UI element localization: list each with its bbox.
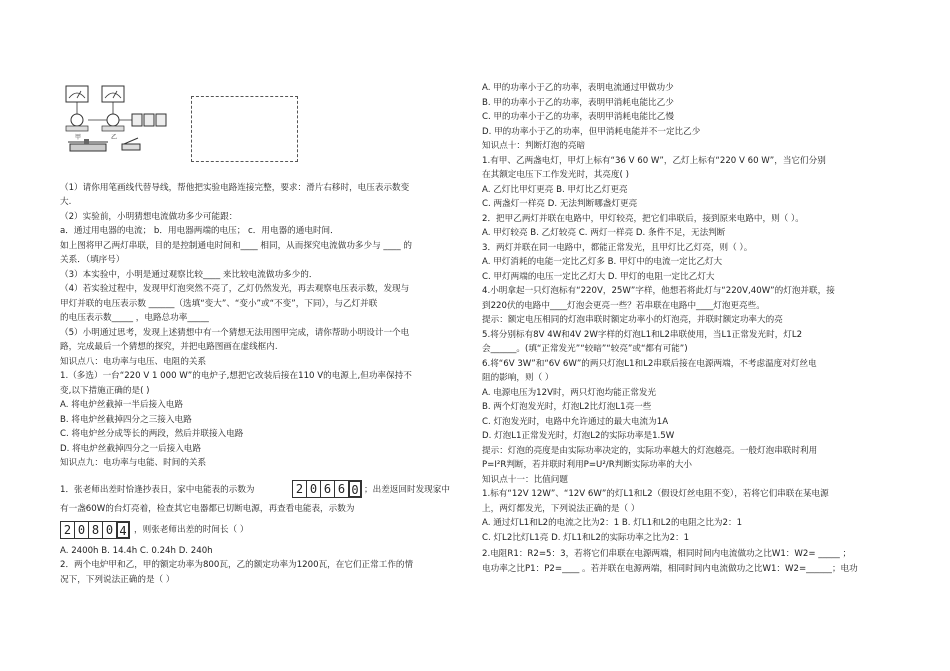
meter2-digit: 2 xyxy=(61,522,75,538)
s10-q3-ab: A. 甲灯消耗的电能一定比乙灯多 B. 甲灯中的电流一定比乙灯大 xyxy=(482,257,723,267)
circuit-diagram-icon xyxy=(60,82,195,160)
s9-q1-line2: 有一盏60W的台灯亮着，检查其它电器都已切断电源，再查看电能表，示数为 xyxy=(60,504,355,514)
meter1-digit: 2 xyxy=(293,481,307,497)
s9-q1-end: ，则张老师出差的时间长（ ） xyxy=(134,525,249,535)
s9-q1-mid: ；出差返回时发现家中 xyxy=(364,485,450,495)
meter1-digit-decimal: 0 xyxy=(348,480,362,498)
q5-text-cont: 路，完成最后一个猜想的探究，并把电路图画在虚线框内. xyxy=(60,342,278,352)
s8-option-d: D. 将电炉丝截掉四分之一后接入电路 xyxy=(60,444,201,454)
s10-q4-cont: 到220伏的电路中____灯泡会更亮一些？若串联在电路中____灯泡更亮些。 xyxy=(482,301,765,311)
s10-q1-cont: 在其额定电压下工作发光时，其亮度( ) xyxy=(482,170,629,180)
meter2-digit-decimal: 4 xyxy=(116,521,130,539)
s10-q3: 3．两灯并联在同一电路中，都能正常发光，且甲灯比乙灯亮，则（ ）。 xyxy=(482,243,753,253)
meter2-digit: 8 xyxy=(89,522,103,538)
meter1-digit: 6 xyxy=(321,481,335,497)
section-heading-10: 知识点十：判断灯泡的亮暗 xyxy=(482,141,586,151)
s8-q1-cont: 变,以下措施正确的是( ) xyxy=(60,386,150,396)
meter1-digit: 0 xyxy=(307,481,321,497)
s8-option-a: A. 将电炉丝截掉一半后接入电路 xyxy=(60,400,183,410)
s10-q6-option-b: B. 两个灯泡发光时，灯泡L2比灯泡L1亮一些 xyxy=(482,402,652,412)
s11-q1-ab: A. 通过灯L1和L2的电流之比为2：1 B. 灯L1和L2的电阻之比为2：1 xyxy=(482,518,743,528)
s10-q2: 2．把甲乙两灯并联在电路中，甲灯较亮，把它们串联后，接到原来电路中，则（ ）。 xyxy=(482,214,804,224)
s10-q6-option-a: A. 电源电压为12V时，两只灯泡均能正常发光 xyxy=(482,388,657,398)
s10-hint-2-cont: P=I²R判断，若并联时利用P=U²/R判断实际功率的大小 xyxy=(482,460,693,470)
s9-q2-cont: 况下，下列说法正确的是（ ） xyxy=(60,575,175,585)
meter-reading-2 xyxy=(60,521,130,539)
s10-q5: 5.将分别标有8V 4W和4V 2W字样的灯泡L1和L2串联使用，当L1正常发光时，灯L2 xyxy=(482,330,803,340)
q2-text: 如上图将甲乙两灯串联，目的是控制通电时间和____ 相同，从而探究电流做功多少与 ____ 的 xyxy=(60,241,412,251)
meter2-digit: 0 xyxy=(103,522,117,538)
s10-q6-cont: 阻的影响，则（ ） xyxy=(482,373,554,383)
q2-text-cont: 关系．（填序号） xyxy=(60,255,125,265)
r-option-c: C. 甲的功率小于乙的功率，表明甲消耗电能比乙慢 xyxy=(482,112,674,122)
q1-instruction: （1）请你用笔画线代替导线，帮他把实验电路连接完整，要求：滑片右移时，电压表示数变 xyxy=(60,183,410,193)
section-heading-9: 知识点九：电功率与电能、时间的关系 xyxy=(60,458,207,468)
figure-label-jia: 甲 xyxy=(75,134,82,141)
meter2-digit: 0 xyxy=(75,522,89,538)
s9-q1-options: A. 2400h B. 14.4h C. 0.24h D. 240h xyxy=(60,546,213,556)
s8-option-c: C. 将电炉丝分成等长的两段，然后并联接入电路 xyxy=(60,429,244,439)
s10-q1-ab: A. 乙灯比甲灯更亮 B. 甲灯比乙灯更亮 xyxy=(482,185,628,195)
section-heading-11: 知识点十一：比值问题 xyxy=(482,475,568,485)
q5-text: （5）小明通过思考，发现上述猜想中有一个猜想无法用图甲完成，请你帮助小明设计一个电 xyxy=(60,328,410,338)
section-heading-8: 知识点八：电功率与电压、电阻的关系 xyxy=(60,357,207,367)
s8-option-b: B. 将电炉丝截掉四分之三接入电路 xyxy=(60,415,192,425)
s10-q2-options: A. 甲灯较亮 B. 乙灯较亮 C. 两灯一样亮 D. 条件不足，无法判断 xyxy=(482,228,726,238)
r-option-a: A. 甲的功率小于乙的功率，表明电流通过甲做功少 xyxy=(482,83,674,93)
meter-reading-1 xyxy=(292,480,362,498)
s11-q1-cd: C. 灯L2比灯L1亮 D. 灯L1和L2的实际功率之比为2：1 xyxy=(482,533,690,543)
s9-q2: 2．两个电炉甲和乙，甲的额定功率为800瓦，乙的额定功率为1200瓦，在它们正常工作的情 xyxy=(60,560,414,570)
circuit-figure xyxy=(60,82,195,160)
s10-hint-1: 提示：额定电压相同的灯泡串联时额定功率小的灯泡亮，并联时额定功率大的亮 xyxy=(482,315,783,325)
s10-hint-2: 提示：灯泡的亮度是由实际功率决定的，实际功率越大的灯泡越亮。一般灯泡串联时利用 xyxy=(482,446,818,456)
s10-q6: 6.将“6V 3W”和“6V 6W”的两只灯泡L1和L2串联后接在电源两端，不考虑温度对灯丝电 xyxy=(482,359,817,369)
s10-q4: 4.小明拿起一只灯泡标有“220V，25W”字样，他想若将此灯与“220V,40W”的灯泡并联，接 xyxy=(482,286,835,296)
s10-q3-cd: C. 甲灯两端的电压一定比乙灯大 D. 甲灯的电阻一定比乙灯大 xyxy=(482,272,715,282)
r-option-d: D. 甲的功率小于乙的功率，但甲消耗电能并不一定比乙少 xyxy=(482,127,701,137)
r-option-b: B. 甲的功率小于乙的功率，表明甲消耗电能比乙少 xyxy=(482,98,674,108)
q4-text-2: 甲灯并联的电压表示数 ______（选填“变大”、“变小”或“不变”，下同），与乙灯并联 xyxy=(60,299,378,309)
q4-text-3: 的电压表示数_____ ，电路总功率_____ xyxy=(60,313,209,323)
meter1-digit: 6 xyxy=(335,481,349,497)
s9-q1-start: 1．张老师出差时恰逢抄表日，家中电能表的示数为 xyxy=(60,485,255,495)
q3-text: （3）本实验中，小明是通过观察比较____ 来比较电流做功多少的． xyxy=(60,270,318,280)
s11-q1: 1.标有“12V 12W”、“12V 6W”的灯L1和L2（假设灯丝电阻不变），若将它们串联在某电源 xyxy=(482,489,829,499)
q4-text: （4）若实验过程中，发现甲灯泡突然不亮了，乙灯仍然发光，再去观察电压表示数，发现与 xyxy=(60,284,410,294)
q2-prompt: （2）实验前，小明猜想电流做功多少可能跟： xyxy=(60,212,238,222)
s11-q2: 2.电阻R1：R2=5：3，若将它们串联在电源两端，相同时间内电流做功之比W1：W2= _____ ； xyxy=(482,549,852,559)
dashed-drawing-box xyxy=(191,96,298,162)
q1-instruction-cont: 大. xyxy=(60,197,72,207)
s8-q1: 1.（多选）一台“220 V 1 000 W”的电炉子,想把它改装后接在110 V的电源上,但功率保持不 xyxy=(60,371,412,381)
s10-q6-option-d: D. 灯泡L1正常发光时，灯泡L2的实际功率是1.5W xyxy=(482,431,675,441)
figure-label-yi: 乙 xyxy=(111,134,118,141)
s10-q1: 1.有甲、乙两盏电灯，甲灯上标有“36 V 60 W”，乙灯上标有“220 V 60 W”，当它们分别 xyxy=(482,156,826,166)
s10-q6-option-c: C. 灯泡发光时，电路中允许通过的最大电流为1A xyxy=(482,417,669,427)
s11-q1-cont: 上，两灯都发光，下列说法正确的是（ ） xyxy=(482,504,640,514)
s10-q1-cd: C. 两盏灯一样亮 D. 无法判断哪盏灯更亮 xyxy=(482,199,638,209)
q2-options: a．通过用电器的电流； b．用电器两端的电压； c．用电器的通电时间． xyxy=(60,226,339,236)
s10-q5-cont: 会______。(填“正常发光”“较暗”“较亮”或“都有可能”) xyxy=(482,344,688,354)
s11-q2-cont: 电功率之比P1：P2=____ 。若并联在电源两端，相同时间内电流做功之比W1：W2=______；电功 xyxy=(482,564,858,574)
